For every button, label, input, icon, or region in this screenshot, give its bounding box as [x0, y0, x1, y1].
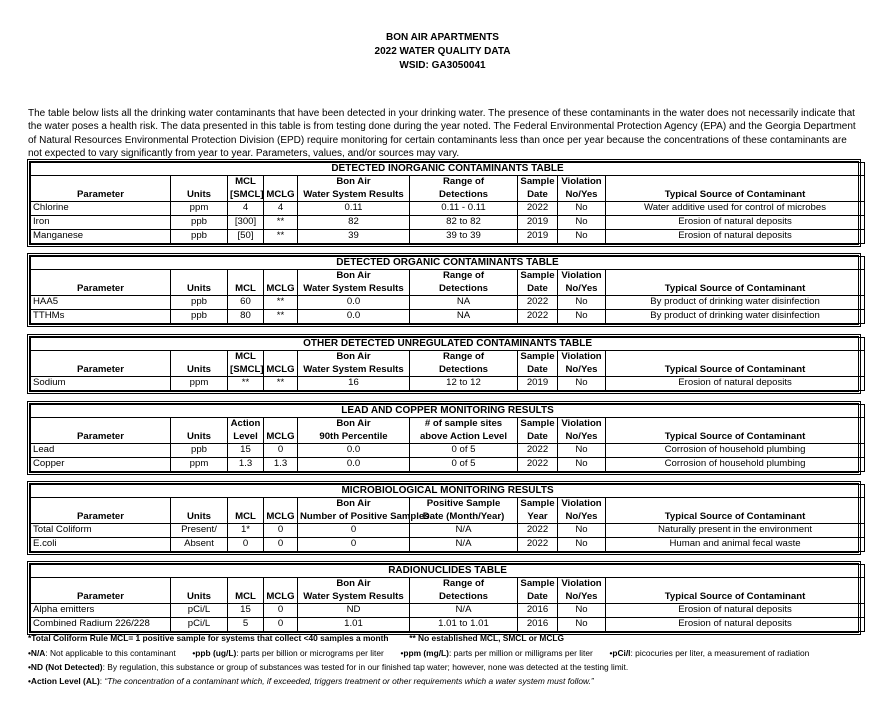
table-title-row — [31, 565, 865, 578]
footnote-line-1 — [28, 633, 564, 644]
table-cell: 15 — [228, 604, 264, 618]
table-row — [31, 604, 865, 618]
column-header: Sample — [518, 578, 558, 591]
table-cell: ppm — [171, 202, 228, 216]
table-cell: 0 of 5 — [410, 458, 518, 472]
table-cell: ppm — [171, 377, 228, 391]
column-header: MCL — [228, 591, 264, 604]
column-header: Bon Air — [298, 176, 410, 189]
column-header: Level — [228, 431, 264, 444]
column-header: [SMCL] — [228, 189, 264, 202]
table-cell: No — [558, 524, 606, 538]
table-cell: ** — [264, 296, 298, 310]
column-header — [171, 498, 228, 511]
table-cell: N/A — [410, 538, 518, 552]
column-header: No/Yes — [558, 189, 606, 202]
table-cell: 0.0 — [298, 310, 410, 324]
column-header: Parameter — [31, 364, 171, 377]
header-row — [31, 351, 865, 364]
report-title: BON AIR APARTMENTS — [386, 32, 499, 43]
table-cell: 12 to 12 — [410, 377, 518, 391]
column-header — [264, 351, 298, 364]
column-header — [31, 498, 171, 511]
table-cell: 2016 — [518, 604, 558, 618]
table-cell: Erosion of natural deposits — [606, 377, 865, 391]
table-cell: [300] — [228, 216, 264, 230]
footnote-line-4 — [28, 676, 594, 687]
table-cell: 0 — [298, 524, 410, 538]
table-cell: No — [558, 377, 606, 391]
ppb-definition: : parts per billion or micrograms per liter — [236, 648, 384, 658]
column-header — [171, 270, 228, 283]
table-title-row — [31, 163, 865, 176]
table-cell: E.coli — [31, 538, 171, 552]
column-header: Units — [171, 431, 228, 444]
column-header — [228, 270, 264, 283]
column-header: Water System Results — [298, 189, 410, 202]
table-cell: 0 — [264, 538, 298, 552]
table-cell: 15 — [228, 444, 264, 458]
column-header — [228, 498, 264, 511]
table-cell: 1.01 to 1.01 — [410, 618, 518, 632]
header-row — [31, 578, 865, 591]
header-row — [31, 591, 865, 604]
table-cell: 2019 — [518, 229, 558, 243]
table-cell: Corrosion of household plumbing — [606, 444, 865, 458]
data-table — [30, 162, 865, 244]
header-row — [31, 431, 865, 444]
column-header: 90th Percentile — [298, 431, 410, 444]
data-table — [30, 337, 865, 391]
table-cell: 2022 — [518, 538, 558, 552]
table-cell: ** — [264, 310, 298, 324]
water-system-id: WSID: GA3050041 — [399, 60, 486, 71]
column-header — [264, 270, 298, 283]
column-header: Parameter — [31, 283, 171, 296]
column-header: MCLG — [264, 283, 298, 296]
column-header: Sample — [518, 418, 558, 431]
column-header: MCLG — [264, 189, 298, 202]
table-cell: 1.3 — [228, 458, 264, 472]
column-header: Water System Results — [298, 591, 410, 604]
table-row — [31, 229, 865, 243]
table-cell: 2019 — [518, 216, 558, 230]
contaminant-table — [27, 481, 861, 555]
table-row — [31, 296, 865, 310]
column-header — [606, 270, 865, 283]
table-cell: Copper — [31, 458, 171, 472]
table-cell: NA — [410, 310, 518, 324]
table-cell: ** — [264, 216, 298, 230]
table-cell: Combined Radium 226/228 — [31, 618, 171, 632]
table-cell: 0 of 5 — [410, 444, 518, 458]
column-header: Range of — [410, 578, 518, 591]
table-title-row — [31, 485, 865, 498]
table-cell: No — [558, 618, 606, 632]
table-title: DETECTED ORGANIC CONTAMINANTS TABLE — [31, 257, 865, 270]
table-cell: 39 — [298, 229, 410, 243]
table-cell: ppb — [171, 296, 228, 310]
footnote-line-3 — [28, 662, 628, 673]
table-cell: N/A — [410, 524, 518, 538]
table-row — [31, 202, 865, 216]
table-cell: NA — [410, 296, 518, 310]
action-level-separator: : — [99, 676, 105, 686]
coliform-note: *Total Coliform Rule MCL= 1 positive sample for systems that collect <40 samples a month — [28, 633, 389, 643]
table-cell: 2022 — [518, 202, 558, 216]
table-cell: 82 to 82 — [410, 216, 518, 230]
table-cell: 1.01 — [298, 618, 410, 632]
header-row — [31, 189, 865, 202]
table-cell: 1.3 — [264, 458, 298, 472]
table-cell: Erosion of natural deposits — [606, 618, 865, 632]
column-header: Date — [518, 431, 558, 444]
data-table — [30, 564, 865, 632]
column-header: Sample — [518, 176, 558, 189]
column-header: Positive Sample — [410, 498, 518, 511]
table-cell: Present/ — [171, 524, 228, 538]
table-cell: Naturally present in the environment — [606, 524, 865, 538]
header-row — [31, 418, 865, 431]
table-cell: 0.11 — [298, 202, 410, 216]
column-header: Sample — [518, 498, 558, 511]
column-header: Range of — [410, 270, 518, 283]
table-cell: 2022 — [518, 524, 558, 538]
column-header: Sample — [518, 270, 558, 283]
ppb-term: •ppb (ug/L) — [192, 648, 237, 658]
column-header: MCL — [228, 176, 264, 189]
column-header: Typical Source of Contaminant — [606, 283, 865, 296]
footnote-line-2 — [28, 648, 809, 659]
table-cell: 1* — [228, 524, 264, 538]
table-row — [31, 216, 865, 230]
column-header: No/Yes — [558, 364, 606, 377]
table-cell: By product of drinking water disinfection — [606, 310, 865, 324]
table-cell: 2022 — [518, 310, 558, 324]
table-cell: Total Coliform — [31, 524, 171, 538]
table-row — [31, 458, 865, 472]
table-row — [31, 618, 865, 632]
contaminant-table — [27, 159, 861, 247]
ppm-term: •ppm (mg/L) — [400, 648, 449, 658]
no-mcl-note: ** No established MCL, SMCL or MCLG — [409, 633, 564, 643]
table-cell: Erosion of natural deposits — [606, 604, 865, 618]
table-cell: 4 — [264, 202, 298, 216]
contaminant-table — [27, 561, 861, 635]
column-header: No/Yes — [558, 431, 606, 444]
table-row — [31, 444, 865, 458]
column-header — [31, 418, 171, 431]
table-cell: ppb — [171, 310, 228, 324]
column-header — [171, 578, 228, 591]
nd-definition: : By regulation, this substance or group of substances was tested for in our finished tap water; however, none was detected at the testing limit. — [102, 662, 629, 672]
column-header — [264, 498, 298, 511]
column-header: Water System Results — [298, 283, 410, 296]
table-cell: ** — [264, 377, 298, 391]
column-header: Date — [518, 591, 558, 604]
header-row — [31, 176, 865, 189]
table-cell: 82 — [298, 216, 410, 230]
table-cell: Lead — [31, 444, 171, 458]
table-cell: Water additive used for control of microbes — [606, 202, 865, 216]
table-cell: Sodium — [31, 377, 171, 391]
table-cell: 0 — [264, 604, 298, 618]
column-header: Date — [518, 283, 558, 296]
table-cell: 0 — [298, 538, 410, 552]
column-header: Bon Air — [298, 498, 410, 511]
table-cell: pCi/L — [171, 604, 228, 618]
table-title: RADIONUCLIDES TABLE — [31, 565, 865, 578]
column-header: Sample — [518, 351, 558, 364]
table-title: MICROBIOLOGICAL MONITORING RESULTS — [31, 485, 865, 498]
column-header — [606, 418, 865, 431]
column-header: Number of Positive Samples — [298, 511, 410, 524]
column-header: MCLG — [264, 431, 298, 444]
column-header: Typical Source of Contaminant — [606, 591, 865, 604]
column-header: Units — [171, 189, 228, 202]
column-header — [264, 176, 298, 189]
table-row — [31, 310, 865, 324]
header-row — [31, 270, 865, 283]
table-cell: TTHMs — [31, 310, 171, 324]
table-cell: 0.0 — [298, 458, 410, 472]
table-cell: pCi/L — [171, 618, 228, 632]
table-cell: 39 to 39 — [410, 229, 518, 243]
table-cell: 2022 — [518, 458, 558, 472]
table-cell: 4 — [228, 202, 264, 216]
table-cell: 0.11 - 0.11 — [410, 202, 518, 216]
contaminant-table — [27, 334, 861, 394]
table-title-row — [31, 338, 865, 351]
table-cell: 60 — [228, 296, 264, 310]
table-cell: ppb — [171, 229, 228, 243]
column-header: Typical Source of Contaminant — [606, 511, 865, 524]
table-title-row — [31, 405, 865, 418]
column-header: Date — [518, 364, 558, 377]
table-cell: 2019 — [518, 377, 558, 391]
header-row — [31, 498, 865, 511]
column-header: MCLG — [264, 364, 298, 377]
ppm-definition: : parts per million or milligrams per liter — [448, 648, 593, 658]
column-header: Units — [171, 511, 228, 524]
table-cell: Alpha emitters — [31, 604, 171, 618]
column-header: MCL — [228, 511, 264, 524]
header-row — [31, 364, 865, 377]
table-cell: Chlorine — [31, 202, 171, 216]
table-cell: Human and animal fecal waste — [606, 538, 865, 552]
column-header: Violation — [558, 498, 606, 511]
table-cell: [50] — [228, 229, 264, 243]
table-row — [31, 538, 865, 552]
table-cell: Corrosion of household plumbing — [606, 458, 865, 472]
column-header: Parameter — [31, 591, 171, 604]
table-cell: ppb — [171, 216, 228, 230]
table-cell: No — [558, 216, 606, 230]
column-header: Typical Source of Contaminant — [606, 189, 865, 202]
column-header: MCL — [228, 351, 264, 364]
report-header — [0, 31, 885, 73]
column-header — [171, 418, 228, 431]
table-cell: 80 — [228, 310, 264, 324]
report-subtitle: 2022 WATER QUALITY DATA — [374, 46, 511, 57]
table-cell: No — [558, 229, 606, 243]
table-cell: By product of drinking water disinfection — [606, 296, 865, 310]
column-header: Range of — [410, 176, 518, 189]
column-header: Date — [518, 189, 558, 202]
action-level-term: •Action Level (AL) — [28, 676, 100, 686]
table-cell: ** — [228, 377, 264, 391]
table-cell: No — [558, 538, 606, 552]
table-cell: Iron — [31, 216, 171, 230]
column-header: Units — [171, 283, 228, 296]
column-header: Range of — [410, 351, 518, 364]
table-cell: ND — [298, 604, 410, 618]
data-table — [30, 256, 865, 324]
data-table — [30, 484, 865, 552]
column-header: Violation — [558, 351, 606, 364]
pci-term: •pCi/l — [609, 648, 631, 658]
column-header: Typical Source of Contaminant — [606, 431, 865, 444]
table-cell: Erosion of natural deposits — [606, 216, 865, 230]
column-header: Bon Air — [298, 418, 410, 431]
table-cell: No — [558, 458, 606, 472]
column-header: Violation — [558, 270, 606, 283]
table-title-row — [31, 257, 865, 270]
column-header: Bon Air — [298, 578, 410, 591]
column-header: [SMCL] — [228, 364, 264, 377]
column-header — [171, 351, 228, 364]
table-cell: 5 — [228, 618, 264, 632]
table-cell: 0 — [228, 538, 264, 552]
table-cell: 2022 — [518, 296, 558, 310]
table-cell: ppb — [171, 444, 228, 458]
table-cell: 0 — [264, 444, 298, 458]
column-header: MCLG — [264, 591, 298, 604]
column-header — [606, 498, 865, 511]
column-header — [228, 578, 264, 591]
intro-paragraph: The table below lists all the drinking water contaminants that have been detected in your drinking water. The presence of these contaminants in the water does not necessarily indicate that the water poses a health risk. The data presented in this table is from testing done during the year noted. The Federal Environmental Protection Agency (EPA) and the Georgia Department of Natural Resources Environmental Protection Division (EPD) require monitoring for certain contaminants less than once per year because the concentrations of these contaminants are not expected to vary significantly from year to year. Parameters, values, and/or sources may vary. — [28, 108, 856, 159]
table-row — [31, 524, 865, 538]
column-header — [31, 578, 171, 591]
column-header: No/Yes — [558, 283, 606, 296]
column-header: Detections — [410, 364, 518, 377]
column-header — [31, 351, 171, 364]
column-header: Violation — [558, 418, 606, 431]
column-header — [264, 418, 298, 431]
contaminant-table — [27, 253, 861, 327]
table-cell: 2022 — [518, 444, 558, 458]
column-header: Year — [518, 511, 558, 524]
table-cell: No — [558, 310, 606, 324]
nd-term: •ND (Not Detected) — [28, 662, 103, 672]
column-header — [606, 578, 865, 591]
column-header: Date (Month/Year) — [410, 511, 518, 524]
table-cell: 0 — [264, 524, 298, 538]
table-cell: No — [558, 202, 606, 216]
data-table — [30, 404, 865, 472]
column-header: Units — [171, 364, 228, 377]
column-header: No/Yes — [558, 511, 606, 524]
column-header: Bon Air — [298, 270, 410, 283]
header-row — [31, 511, 865, 524]
action-level-definition: “The concentration of a contaminant which, if exceeded, triggers treatment or other requirements which a water system must follow.” — [104, 676, 594, 686]
column-header — [31, 270, 171, 283]
column-header — [264, 578, 298, 591]
column-header: Typical Source of Contaminant — [606, 364, 865, 377]
column-header: Action — [228, 418, 264, 431]
column-header: Parameter — [31, 431, 171, 444]
column-header: MCLG — [264, 511, 298, 524]
column-header: Violation — [558, 176, 606, 189]
column-header: Parameter — [31, 189, 171, 202]
table-cell: No — [558, 444, 606, 458]
table-cell: 16 — [298, 377, 410, 391]
column-header: Violation — [558, 578, 606, 591]
column-header: Detections — [410, 283, 518, 296]
header-row — [31, 283, 865, 296]
table-cell: N/A — [410, 604, 518, 618]
column-header: Detections — [410, 591, 518, 604]
table-cell: 2016 — [518, 618, 558, 632]
column-header — [606, 351, 865, 364]
table-cell: ppm — [171, 458, 228, 472]
table-cell: Manganese — [31, 229, 171, 243]
column-header: MCL — [228, 283, 264, 296]
table-title: OTHER DETECTED UNREGULATED CONTAMINANTS TABLE — [31, 338, 865, 351]
table-cell: No — [558, 296, 606, 310]
column-header — [606, 176, 865, 189]
column-header: above Action Level — [410, 431, 518, 444]
table-cell: 0 — [264, 618, 298, 632]
column-header: No/Yes — [558, 591, 606, 604]
na-definition: : Not applicable to this contaminant — [45, 648, 176, 658]
column-header: # of sample sites — [410, 418, 518, 431]
contaminant-table — [27, 401, 861, 475]
table-cell: Absent — [171, 538, 228, 552]
table-cell: Erosion of natural deposits — [606, 229, 865, 243]
column-header: Detections — [410, 189, 518, 202]
column-header: Parameter — [31, 511, 171, 524]
table-cell: HAA5 — [31, 296, 171, 310]
table-cell: No — [558, 604, 606, 618]
table-title: LEAD AND COPPER MONITORING RESULTS — [31, 405, 865, 418]
column-header: Water System Results — [298, 364, 410, 377]
table-title: DETECTED INORGANIC CONTAMINANTS TABLE — [31, 163, 865, 176]
table-cell: 0.0 — [298, 444, 410, 458]
column-header — [171, 176, 228, 189]
column-header — [31, 176, 171, 189]
column-header: Units — [171, 591, 228, 604]
table-row — [31, 377, 865, 391]
column-header: Bon Air — [298, 351, 410, 364]
table-cell: ** — [264, 229, 298, 243]
pci-definition: : picocuries per liter, a measurement of radiation — [630, 648, 810, 658]
table-cell: 0.0 — [298, 296, 410, 310]
na-term: •N/A — [28, 648, 46, 658]
